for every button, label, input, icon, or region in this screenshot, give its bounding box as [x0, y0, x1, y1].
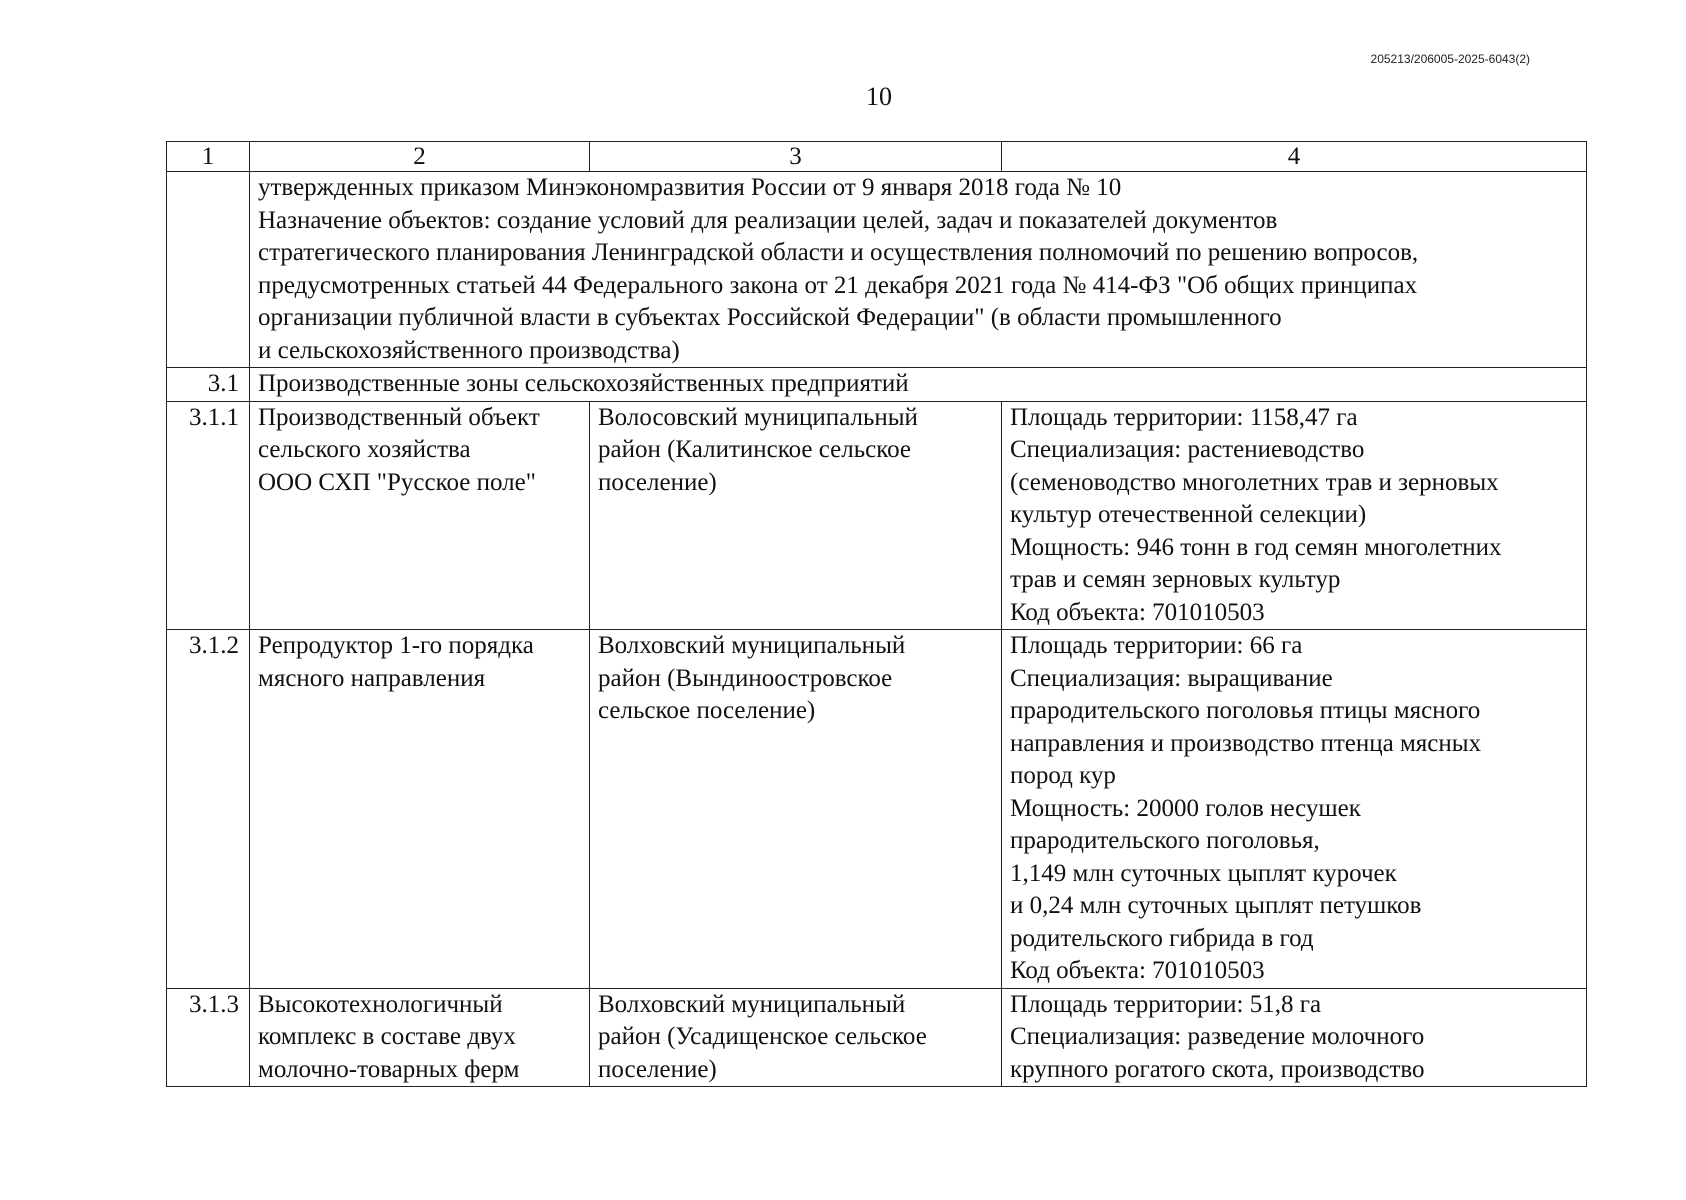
column-header-3: 3: [590, 142, 1002, 172]
details-line: трав и семян зерновых культур: [1010, 566, 1341, 593]
object-name-cell: [250, 401, 590, 630]
details-line: Специализация: разведение молочного: [1010, 1023, 1425, 1050]
details-line: Площадь территории: 66 га: [1010, 632, 1303, 659]
intro-line: стратегического планирования Ленинградской области и осуществления полномочий по решению вопросов,: [258, 239, 1419, 266]
location-line: Волховский муниципальный: [598, 990, 906, 1018]
details-line: родительского гибрида в год: [1010, 924, 1314, 952]
location-cell: [590, 401, 1002, 630]
intro-line: утвержденных приказом Минэкономразвития России от 9 января 2018 года № 10: [258, 174, 1122, 201]
intro-text-cell: [250, 172, 1587, 368]
object-name-line: молочно-товарных ферм: [258, 1055, 520, 1083]
details-line: Код объекта: 701010503: [1010, 957, 1265, 984]
row-number: 3.1.2: [167, 630, 250, 989]
table-header-row: [167, 142, 1587, 172]
details-line: (семеноводство многолетних трав и зерновых: [1010, 468, 1499, 496]
column-header-2: 2: [250, 142, 590, 172]
details-line: пород кур: [1010, 762, 1116, 789]
details-line: прародительского поголовья,: [1010, 827, 1320, 854]
details-line: Специализация: растениеводство: [1010, 436, 1365, 463]
location-line: поселение): [598, 468, 717, 496]
object-name-cell: [250, 988, 590, 1087]
object-name-line: Высокотехнологичный: [258, 990, 503, 1018]
objects-table: [166, 141, 1587, 1087]
intro-line: предусмотренных статьей 44 Федерального закона от 21 декабря 2021 года № 414-ФЗ "Об общих принципах: [258, 271, 1418, 299]
location-line: район (Усадищенское сельское: [598, 1023, 927, 1050]
details-line: культур отечественной селекции): [1010, 501, 1367, 528]
details-cell: [1002, 401, 1587, 630]
location-cell: [590, 988, 1002, 1087]
section-title: Производственные зоны сельскохозяйственных предприятий: [250, 368, 1587, 402]
details-line: Мощность: 946 тонн в год семян многолетних: [1010, 533, 1502, 561]
location-line: район (Калитинское сельское: [598, 436, 912, 463]
page-number: 10: [866, 82, 892, 111]
location-line: Волосовский муниципальный: [598, 403, 918, 431]
table-row: [167, 401, 1587, 630]
location-line: поселение): [598, 1055, 717, 1083]
intro-line: организации публичной власти в субъектах Российской Федерации" (в области промышленного: [258, 304, 1282, 331]
intro-number-cell: [167, 172, 250, 368]
table-row: [167, 988, 1587, 1087]
details-line: крупного рогатого скота, производство: [1010, 1055, 1425, 1083]
details-line: Специализация: выращивание: [1010, 664, 1333, 692]
location-cell: [590, 630, 1002, 989]
location-line: сельское поселение): [598, 697, 816, 724]
details-cell: [1002, 988, 1587, 1087]
intro-line: и сельскохозяйственного производства): [258, 336, 680, 364]
row-number: 3.1.3: [167, 988, 250, 1087]
details-line: направления и производство птенца мясных: [1010, 729, 1482, 757]
details-line: Площадь территории: 1158,47 га: [1010, 403, 1358, 431]
column-header-4: 4: [1002, 142, 1587, 172]
object-name-line: сельского хозяйства: [258, 436, 471, 463]
object-name-line: мясного направления: [258, 664, 486, 692]
details-line: прародительского поголовья птицы мясного: [1010, 697, 1481, 724]
intro-line: Назначение объектов: создание условий для реализации целей, задач и показателей документов: [258, 206, 1278, 234]
location-line: Волховский муниципальный: [598, 632, 906, 659]
table-row: [167, 630, 1587, 989]
section-number: 3.1: [167, 368, 250, 402]
object-name-line: комплекс в составе двух: [258, 1023, 516, 1050]
object-name-line: Репродуктор 1-го порядка: [258, 632, 534, 659]
details-line: Код объекта: 701010503: [1010, 598, 1265, 626]
details-line: Площадь территории: 51,8 га: [1010, 990, 1322, 1018]
row-number: 3.1.1: [167, 401, 250, 630]
document-id: 205213/206005-2025-6043(2): [1370, 52, 1530, 66]
details-line: 1,149 млн суточных цыплят курочек: [1010, 859, 1397, 887]
column-header-1: 1: [167, 142, 250, 172]
object-name-cell: [250, 630, 590, 989]
object-name-line: ООО СХП "Русское поле": [258, 468, 536, 496]
details-line: Мощность: 20000 голов несушек: [1010, 794, 1361, 822]
details-line: и 0,24 млн суточных цыплят петушков: [1010, 892, 1422, 919]
details-cell: [1002, 630, 1587, 989]
location-line: район (Вындиноостровское: [598, 664, 893, 692]
intro-row: [167, 172, 1587, 368]
section-row: [167, 368, 1587, 402]
object-name-line: Производственный объект: [258, 403, 540, 431]
